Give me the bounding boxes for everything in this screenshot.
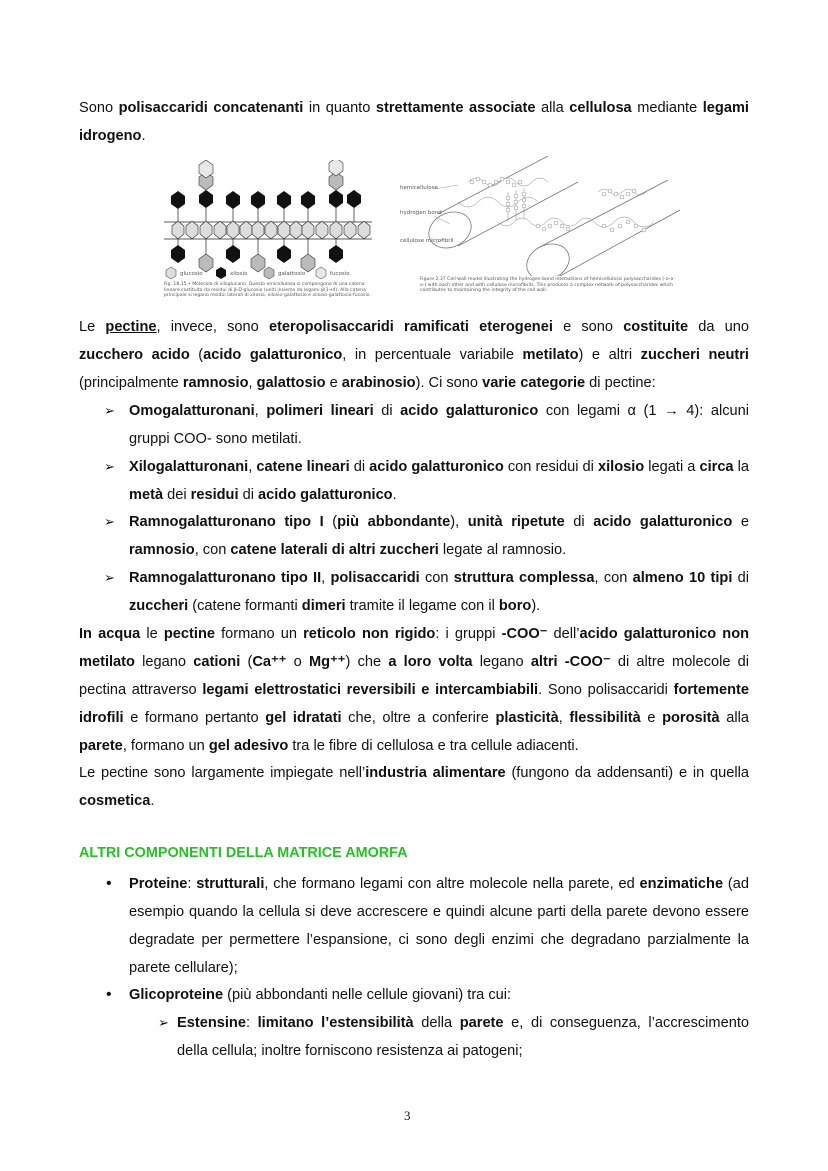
list-item-proteine: • Proteine: strutturali, che formano legami con altre molecole nella parete, ed enzimatiche (ad esempio quando la cellula si deve accrescere e quindi alcune parti della parete devono essere degradate per permettere l’espansione, ci sono degli enzimi che degradano parzialmente la parete cellulare); bbox=[79, 870, 749, 982]
arrow-bullet-icon: ➢ bbox=[104, 403, 115, 418]
list-item-ramnogalatturonano-2: ➢ Ramnogalatturonano tipo II, polisaccaridi con struttura complessa, con almeno 10 tipi di zuccheri (catene formanti dimeri tramite il legame con il boro). bbox=[79, 564, 749, 620]
xyloglucan-figure bbox=[158, 160, 380, 302]
arrow-bullet-icon: ➢ bbox=[104, 514, 115, 529]
impiego-paragraph: Le pectine sono largamente impiegate nell’industria alimentare (fungono da addensanti) e in quella cosmetica. bbox=[79, 765, 749, 809]
cell-wall-diagram bbox=[398, 152, 680, 276]
legend-glucosio: glucosio bbox=[180, 271, 203, 277]
legend-galattosio: galattosio bbox=[278, 271, 306, 277]
arrow-bullet-icon: ➢ bbox=[158, 1015, 169, 1030]
cell-wall-model-figure bbox=[398, 152, 680, 302]
intro-paragraph: Sono polisaccaridi concatenanti in quanto strettamente associate alla cellulosa mediante legami idrogeno. bbox=[79, 100, 749, 144]
xyloglucan-diagram bbox=[158, 160, 380, 302]
label-cellulose-microfibril: cellulose microfibril bbox=[400, 238, 454, 244]
cell-wall-caption: Figure 2.37 Cell-wall model illustrating the hydrogen-bond interactions of hemicellulosic polysaccharides (-o-o-o-) with each other and with cellulose microfibrils. This produces a complex network of polysaccharides which contributes to maintaining the integrity of the cell wall. bbox=[420, 277, 676, 294]
acqua-paragraph: In acqua le pectine formano un reticolo non rigido: i gruppi -COO⁻ dell’acido galatturonico non metilato legano cationi (Ca⁺⁺ o Mg⁺⁺) che a loro volta legano altri -COO⁻ di altre molecole di pectina attraverso legami elettrostatici reversibili e intercambiabili. Sono polisaccaridi fortemente idrofili e formano pertanto gel idratati che, oltre a conferire plasticità, flessibilità e porosità alla parete, formano un gel adesivo tra le fibre di cellulosa e tra cellule adiacenti. bbox=[79, 626, 750, 754]
label-hemicellulose: hemicellulose bbox=[400, 185, 438, 191]
list-item-glicoproteine: • Glicoproteine (più abbondanti nelle cellule giovani) tra cui: bbox=[79, 981, 749, 1009]
arrow-bullet-icon: ➢ bbox=[104, 570, 115, 585]
dot-bullet-icon: • bbox=[106, 875, 112, 892]
list-item-xilogalatturonani: ➢ Xilogalatturonani, catene lineari di acido galatturonico con residui di xilosio legati a circa la metà dei residui di acido galatturonico. bbox=[79, 453, 749, 509]
page-number: 3 bbox=[404, 1108, 411, 1123]
list-item-omogalatturonani: ➢ Omogalatturonani, polimeri lineari di acido galatturonico con legami α (1 → 4): alcuni gruppi COO- sono metilati. bbox=[79, 397, 749, 453]
arrow-bullet-icon: ➢ bbox=[104, 459, 115, 474]
legend-xilosio: xilosio bbox=[230, 271, 248, 277]
xyloglucan-caption: Fig. 18.15 • Molecola di xiloglucano. Questo emicellulosa si compongono di una catena lineare costituita da residui di β-D-glucosio (uniti insieme da legami β(1→4). Alla catena principale si legano residui laterali di xilosio, xilosio-galattosio e xilosio-galattosio-fucosio. bbox=[164, 282, 371, 299]
dot-bullet-icon: • bbox=[106, 986, 112, 1003]
legend-fucosio: fucosio bbox=[330, 271, 350, 277]
list-item-estensine: ➢ Estensine: limitano l’estensibilità della parete e, di conseguenza, l’accrescimento della cellula; inoltre forniscono resistenza ai patogeni; bbox=[79, 1009, 749, 1065]
label-hydrogen-bond: hydrogen bond bbox=[400, 210, 442, 216]
list-item-ramnogalatturonano-1: ➢ Ramnogalatturonano tipo I (più abbondante), unità ripetute di acido galatturonico e ramnosio, con catene laterali di altri zuccheri legate al ramnosio. bbox=[79, 508, 749, 564]
section-heading: ALTRI COMPONENTI DELLA MATRICE AMORFA bbox=[79, 845, 408, 861]
pectine-paragraph: Le pectine, invece, sono eteropolisaccaridi ramificati eterogenei e sono costituite da uno zucchero acido (acido galatturonico, in percentuale variabile metilato) e altri zuccheri neutri (principalmente ramnosio, galattosio e arabinosio). Ci sono varie categorie di pectine: bbox=[79, 319, 749, 391]
